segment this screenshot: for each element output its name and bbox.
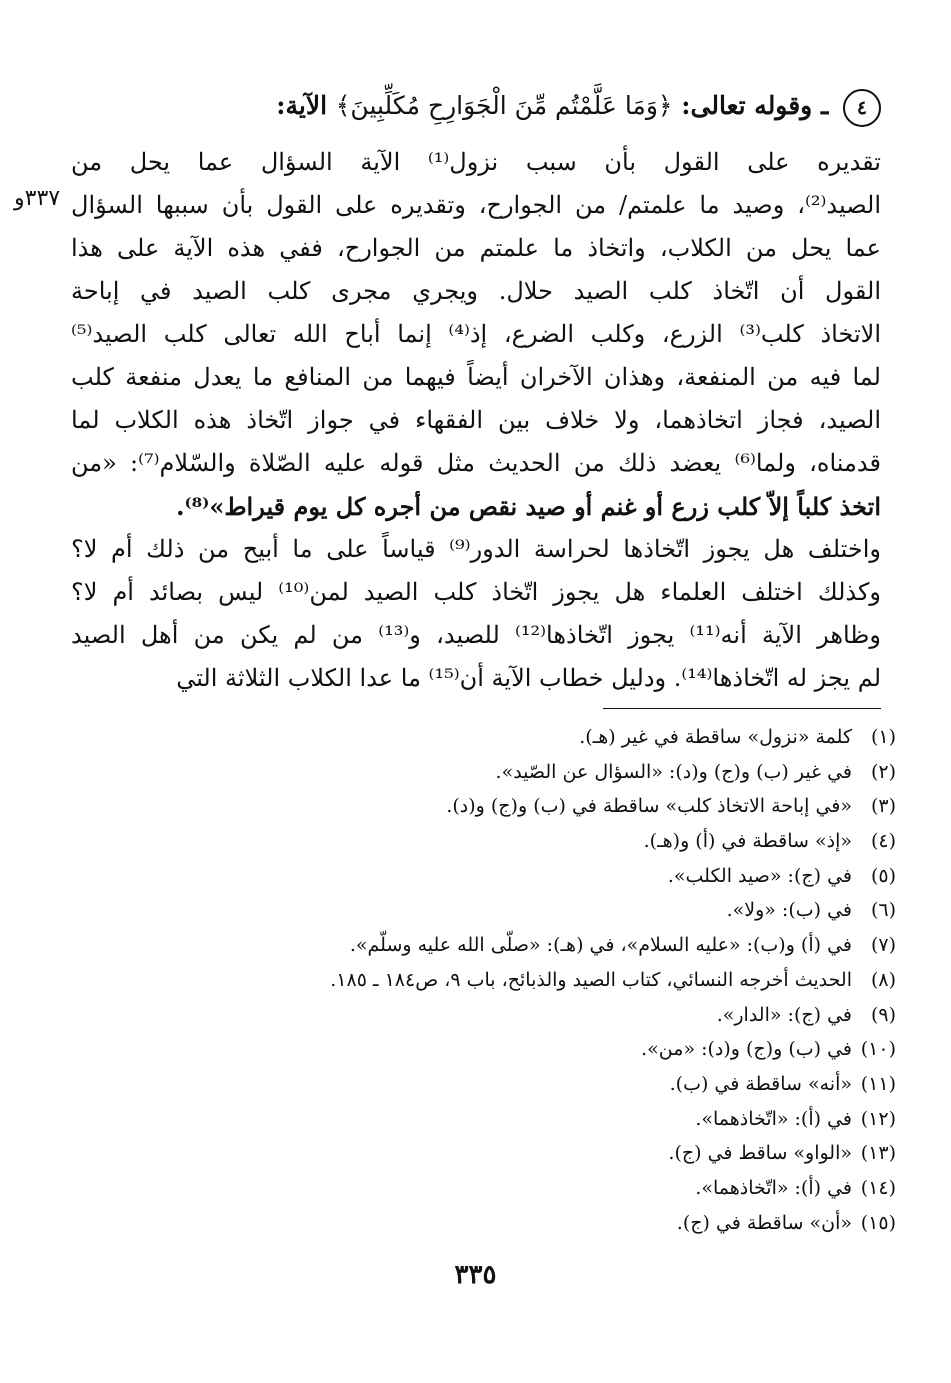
- text-line: واختلف هل يجوز اتّخاذها لحراسة الدور⁽⁹⁾ قياساً على ما أبيح من ذلك أم لا؟: [71, 535, 881, 563]
- footnote-item: [86, 1136, 896, 1171]
- footnote-text: في (أ) و(ب): «عليه السلام»، في (هـ): «صلّى الله عليه وسلّم».: [349, 934, 852, 957]
- footnote-item: [86, 1171, 896, 1206]
- text-line: وظاهر الآية أنه⁽¹¹⁾ يجوز اتّخاذها⁽¹²⁾ للصيد، و⁽¹³⁾ من لم يكن من أهل الصيد: [71, 621, 881, 649]
- footnote-number: (٢): [870, 760, 896, 783]
- footnote-number: (٨): [870, 968, 896, 991]
- footnote-item: [86, 859, 896, 894]
- footnote-text: «أنه» ساقطة في (ب).: [669, 1072, 852, 1095]
- footnote-text: في (ج): «صيد الكلب».: [667, 864, 852, 887]
- footnote-text: في (أ): «اتّخاذهما».: [695, 1107, 852, 1130]
- footnote-number: (٦): [870, 899, 896, 922]
- footnote-item: [86, 893, 896, 928]
- footnote-separator: [603, 708, 881, 709]
- footnote-number: (١٠): [860, 1038, 896, 1061]
- footnote-item: [86, 1206, 896, 1241]
- footnote-number: (١٤): [860, 1176, 896, 1199]
- page-number: ٣٣٥: [454, 1260, 497, 1290]
- verse-number-badge: ٤: [843, 89, 881, 127]
- text-line: الصيد، فجاز اتخاذهما، ولا خلاف بين الفقهاء في جواز اتّخاذ هذه الكلاب لما: [71, 406, 881, 434]
- footnote-number: (١٣): [860, 1142, 896, 1165]
- footnote-number: (٩): [870, 1003, 896, 1026]
- footnote-number: (١): [870, 726, 896, 748]
- heading-suffix: الآية:: [276, 91, 328, 120]
- quran-verse: ﴿وَمَا عَلَّمْتُم مِّنَ الْجَوَارِحِ مُكَلِّبِينَ﴾: [335, 91, 673, 120]
- footnotes: [86, 720, 896, 1240]
- footnote-text: في (ب) و(ج) و(د): «من».: [641, 1038, 852, 1061]
- footnote-number: (١٢): [860, 1107, 896, 1130]
- footnote-item: [86, 824, 896, 859]
- footnote-item: [86, 720, 896, 755]
- footnote-number: (٥): [870, 864, 896, 887]
- text-line: تقديره على القول بأن سبب نزول⁽¹⁾ الآية السؤال عما يحل من: [71, 148, 881, 176]
- footnote-item: [86, 1102, 896, 1137]
- footnote-item: [86, 1032, 896, 1067]
- footnote-item: [86, 755, 896, 790]
- footnote-number: (١١): [860, 1072, 896, 1095]
- footnote-text: في (أ): «اتّخاذهما».: [695, 1176, 852, 1199]
- main-text: [71, 141, 881, 700]
- text-line: لما فيه من المنفعة، وهذان الآخران أيضاً فيهما من المنافع ما يعدل منفعة كلب: [71, 363, 881, 391]
- text-line: الصيد⁽²⁾، وصيد ما علمتم/ من الجوارح، وتقديره على القول بأن سببها السؤال: [71, 191, 881, 219]
- footnote-item: [86, 1067, 896, 1102]
- footnote-number: (٤): [870, 830, 896, 853]
- footnote-number: (٧): [870, 934, 896, 957]
- footnote-text: «أن» ساقطة في (ج).: [676, 1211, 852, 1234]
- footnote-item: [86, 998, 896, 1033]
- footnote-text: في غير (ب) و(ج) و(د): «السؤال عن الصّيد».: [495, 760, 852, 783]
- footnote-text: «في إباحة الاتخاذ كلب» ساقطة في (ب) و(ج) و(د).: [446, 795, 852, 818]
- text-line: الاتخاذ كلب⁽³⁾ الزرع، وكلب الضرع، إذ⁽⁴⁾ إنما أباح الله تعالى كلب الصيد⁽⁵⁾: [71, 320, 881, 348]
- text-line: عما يحل من الكلاب، واتخاذ ما علمتم من الجوارح، ففي هذه الآية على هذا: [71, 234, 881, 262]
- text-line: وكذلك اختلف العلماء هل يجوز اتّخاذ كلب الصيد لمن⁽¹⁰⁾ ليس بصائد أم لا؟: [71, 578, 881, 606]
- footnote-item: [86, 963, 896, 998]
- text-line: اتخذ كلباً إلاّ كلب زرع أو غنم أو صيد نقص من أجره كل يوم قيراط»⁽⁸⁾.: [176, 492, 881, 521]
- footnote-text: في (ب): «ولا».: [726, 899, 852, 922]
- footnote-item: [86, 789, 896, 824]
- manuscript-folio-marker: ٣٣٧و: [14, 186, 61, 211]
- text-line: لم يجز له اتّخاذها⁽¹⁴⁾. ودليل خطاب الآية أن⁽¹⁵⁾ ما عدا الكلاب الثلاثة التي: [176, 664, 881, 692]
- text-line: القول أن اتّخاذ كلب الصيد حلال. ويجري مجرى كلب الصيد في إباحة: [71, 277, 881, 305]
- footnote-item: [86, 928, 896, 963]
- footnote-text: «إذ» ساقطة في (أ) و(هـ).: [643, 830, 852, 853]
- heading-prefix: ـ وقوله تعالى:: [681, 91, 829, 120]
- footnote-text: كلمة «نزول» ساقطة في غير (هـ).: [579, 726, 852, 748]
- footnote-number: (٣): [870, 795, 896, 818]
- section-heading: [71, 86, 881, 127]
- text-line: قدمناه، ولما⁽⁶⁾ يعضد ذلك من الحديث مثل قوله عليه الصّلاة والسّلام⁽⁷⁾: «من: [71, 449, 881, 477]
- footnote-number: (١٥): [860, 1211, 896, 1234]
- footnote-text: «الواو» ساقط في (ج).: [668, 1142, 852, 1165]
- footnote-text: الحديث أخرجه النسائي، كتاب الصيد والذبائح، باب ٩، ص١٨٤ ـ ١٨٥.: [330, 968, 852, 991]
- footnote-text: في (ج): «الدار».: [716, 1003, 852, 1026]
